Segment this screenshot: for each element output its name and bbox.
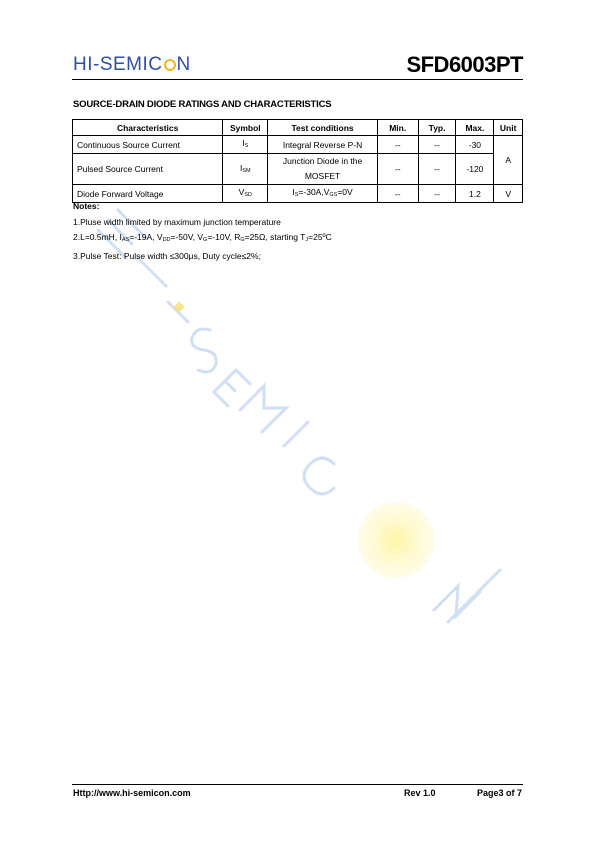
section-title: SOURCE-DRAIN DIODE RATINGS AND CHARACTERISTICS bbox=[73, 99, 332, 110]
cell-characteristic: Pulsed Source Current bbox=[73, 154, 223, 185]
company-logo bbox=[73, 54, 191, 76]
note-2: 2.L=0.5mH, $I_{AS}=-19A$, $V_{DD}=-50V$, $V_G=-10V$, $R_G=25\Omega$, starting $T_J=25ºC$ bbox=[73, 232, 332, 243]
cell-min: -- bbox=[377, 154, 418, 185]
table-row bbox=[73, 154, 523, 185]
cell-max: 1.2 bbox=[456, 185, 494, 203]
cell-characteristic: Diode Forward Voltage bbox=[73, 185, 223, 203]
cell-min: -- bbox=[377, 185, 418, 203]
logo-text-left: HI-SEMIC bbox=[73, 54, 163, 75]
header-min: Min. bbox=[377, 120, 418, 136]
cell-test-conditions: Junction Diode in the MOSFET bbox=[268, 154, 377, 185]
footer-page-number: Page3 of 7 bbox=[476, 788, 522, 798]
note-3: 3.Pulse Test: Pulse width ≤300μs, Duty cycle≤2%; bbox=[73, 250, 261, 261]
footer-revision: Rev 1.0 bbox=[404, 788, 436, 798]
diode-ratings-table bbox=[72, 119, 523, 203]
cell-characteristic: Continuous Source Current bbox=[73, 136, 223, 154]
cell-test-conditions: $I_S=-30A,V_{GS}=0V$ bbox=[268, 185, 377, 203]
note-1: 1.Pluse width limited by maximum junction temperature bbox=[73, 216, 281, 227]
logo-o-ring-icon bbox=[164, 59, 176, 71]
cell-max: -30 bbox=[456, 136, 494, 154]
header-characteristics: Characteristics bbox=[73, 120, 223, 136]
header-divider bbox=[72, 79, 523, 80]
header-unit: Unit bbox=[494, 120, 523, 136]
footer-url[interactable]: Http://www.hi-semicon.com bbox=[73, 788, 191, 798]
header-symbol: Symbol bbox=[223, 120, 268, 136]
cell-unit: V bbox=[494, 185, 523, 203]
notes-block bbox=[73, 199, 332, 264]
cell-min: -- bbox=[377, 136, 418, 154]
cell-max: -120 bbox=[456, 154, 494, 185]
cell-symbol: $I_S$ bbox=[223, 136, 268, 154]
cell-symbol: $I_{SM}$ bbox=[223, 154, 268, 185]
notes-heading: Notes: bbox=[73, 201, 100, 211]
cell-typ: -- bbox=[418, 136, 456, 154]
cell-typ: -- bbox=[418, 154, 456, 185]
table-header-row bbox=[73, 120, 523, 136]
logo-text-right: N bbox=[176, 54, 191, 75]
cell-typ: -- bbox=[418, 185, 456, 203]
cell-test-conditions: Integral Reverse P-N bbox=[268, 136, 377, 154]
header-max: Max. bbox=[456, 120, 494, 136]
cell-unit-shared: A bbox=[494, 136, 523, 185]
header-typ: Typ. bbox=[418, 120, 456, 136]
part-number: SFD6003PT bbox=[406, 52, 523, 77]
footer-divider bbox=[72, 784, 523, 785]
table-row bbox=[73, 136, 523, 154]
header-test-conditions: Test conditions bbox=[268, 120, 377, 136]
cell-symbol: $V_{SD}$ bbox=[223, 185, 268, 203]
